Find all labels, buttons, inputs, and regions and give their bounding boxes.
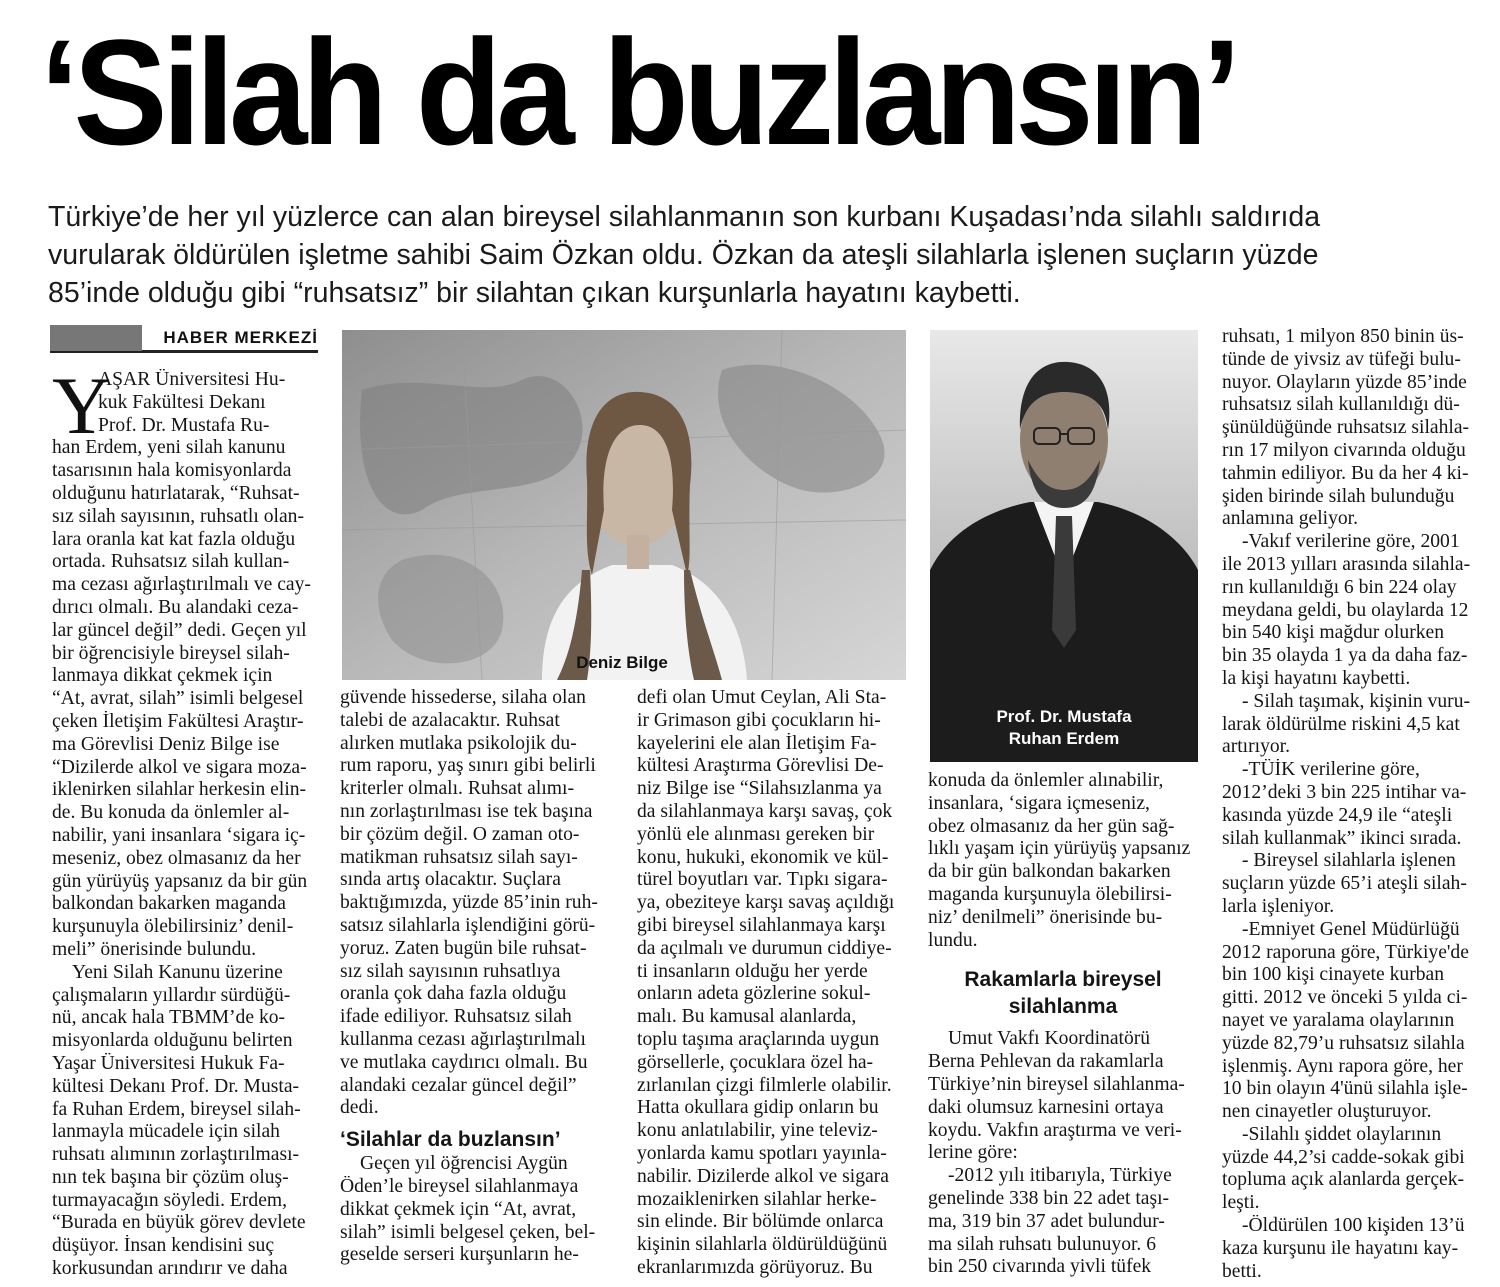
article-text-line: anlamına geliyor. — [1222, 508, 1359, 530]
article-text-line: betti. — [1222, 1260, 1262, 1282]
article-text-line: meseniz, obez olmasanız da her — [52, 847, 301, 869]
article-text-line: tahmin ediliyor. Bu da her 4 ki- — [1222, 462, 1469, 484]
article-text-line: ruhsatı, 1 milyon 850 binin üs- — [1222, 326, 1464, 347]
article-text-line: ir Grimason gibi çocukların hi- — [637, 709, 881, 731]
article-text-line: tasarısının hala komisyonlarda — [52, 460, 292, 482]
article-text-line: yonlarda kamu spotları yayınla- — [637, 1142, 887, 1164]
subheading: silahlanma — [1008, 995, 1118, 1019]
article-text-line: türel boyutları var. Tıpkı sigara- — [637, 869, 888, 891]
article-text-line: ruhsatı alımının zorlaştırılması- — [52, 1144, 300, 1166]
article-text-line: insanlara, ‘sigara içmeseniz, — [928, 792, 1150, 814]
article-text-line: baktığımızda, yüzde 85’inin ruh- — [340, 892, 598, 914]
article-text-line: sız silah sayısının, ruhsatlı olan- — [52, 505, 304, 527]
article-text-line: Yeni Silah Kanunu üzerine — [72, 961, 283, 983]
article-text-line: kriterler olmalı. Ruhsat alımı- — [340, 778, 574, 800]
article-text-line: artırıyor. — [1222, 736, 1291, 758]
article-text-line: koydu. Vakfın araştırma ve veri- — [928, 1119, 1182, 1141]
article-text-line: malı. Bu kamusal alanlarda, — [637, 1006, 857, 1028]
article-text-line: rın 17 milyon civarında olduğu — [1222, 439, 1466, 461]
portrait-image — [930, 330, 1198, 762]
article-text-line: Türkiye’nin bireysel silahlanma- — [928, 1073, 1185, 1095]
article-text-line: “At, avrat, silah” isimli belgesel — [52, 688, 304, 710]
article-text-line: nın tek başına bir çözüm oluş- — [52, 1166, 289, 1188]
article-text-line: zırlanılan çizgi filmlerle olabilir. — [637, 1074, 892, 1096]
article-text-line: görsellerle, çocuklara özel ha- — [637, 1051, 874, 1073]
byline-text: HABER MERKEZİ — [163, 327, 318, 347]
article-text-line: da bir gün balkondan bakarken — [928, 861, 1171, 883]
article-text-line: Prof. Dr. Mustafa Ru- — [98, 414, 270, 436]
article-text-line: çalışmaların yıllardır sürdüğü- — [52, 984, 291, 1006]
article-text-line: gitti. 2012 ve önceki 5 yılda ci- — [1222, 987, 1468, 1009]
article-text-line: ekranlarımızda görüyoruz. Bu — [637, 1256, 873, 1278]
article-text-line: larla işleniyor. — [1222, 895, 1335, 917]
article-text-line: Yaşar Üniversitesi Hukuk Fa- — [52, 1052, 285, 1074]
article-column-3 — [637, 687, 907, 1280]
article-text-line: matikman ruhsatsız silah sayı- — [340, 846, 578, 868]
article-column-4 — [928, 770, 1198, 1279]
article-text-line: bir öğrencisiyle bireysel silah- — [52, 642, 290, 664]
article-text-line: alandaki cezalar güncel değil” — [340, 1074, 577, 1096]
article-text-line: ortada. Ruhsatsız silah kullan- — [52, 551, 290, 573]
caption-line: Prof. Dr. Mustafa — [996, 707, 1132, 726]
article-text-line: -Vakıf verilerine göre, 2001 — [1242, 531, 1460, 553]
article-text-line: “Burada en büyük görev devlete — [52, 1212, 306, 1234]
article-text-line: şiden birinde silah bulunduğu — [1222, 485, 1455, 507]
article-text-line: lar güncel değil” dedi. Geçen yıl — [52, 619, 307, 641]
article-text-line: fa Ruhan Erdem, bireysel silah- — [52, 1098, 301, 1120]
subheading: ‘Silahlar da buzlansın’ — [340, 1128, 561, 1152]
article-text-line: kültesi Araştırma Görevlisi De- — [637, 755, 884, 777]
article-text-line: yönlü ele alınması gereken bir — [637, 823, 875, 845]
article-text-line: -Öldürülen 100 kişiden 13’ü — [1242, 1215, 1465, 1237]
article-text-line: dırıcı olmalı. Bu alandaki ceza- — [52, 596, 299, 618]
article-text-line: yüzde 44,2’si cadde-sokak gibi — [1222, 1146, 1465, 1168]
article-text-line: alırken mutlaka psikolojik du- — [340, 732, 577, 754]
article-text-line: ma Görevlisi Deniz Bilge ise — [52, 733, 280, 755]
article-text-line: şünüldüğünde ruhsatsız silahla- — [1222, 417, 1470, 439]
article-text-line: ve mutlaka caydırıcı olmalı. Bu — [340, 1051, 588, 1073]
article-text-line: tünde de yivsiz av tüfeği bulu- — [1222, 348, 1461, 370]
article-text-line: balkondan bakarken maganda — [52, 893, 286, 915]
article-text-line: silah kullanmak” ikinci sırada. — [1222, 827, 1462, 849]
article-text-line: kullanma cezası ağırlaştırılmalı — [340, 1028, 586, 1050]
lead-paragraph — [48, 198, 1488, 312]
article-text-line: maganda kurşunuyla ölebilirsi- — [928, 883, 1172, 905]
article-text-line: - Bireysel silahlarla işlenen — [1242, 850, 1456, 872]
article-text-line: kişinin silahlarla öldürüldüğünü — [637, 1234, 888, 1256]
article-text-line: ti insanların olduğu her yerde — [637, 960, 868, 982]
article-text-line: lundu. — [928, 929, 978, 951]
article-text-line: la kişi hayatını kaybetti. — [1222, 667, 1411, 689]
photo-caption: Deniz Bilge — [576, 653, 668, 672]
article-text-line: lanmayla mücadele için silah — [52, 1121, 280, 1143]
article-text-line: da açılmalı ve durumun ciddiye- — [637, 937, 892, 959]
article-column-1 — [52, 360, 322, 1281]
article-text-line: kurşunuyla ölebilirsiniz’ denil- — [52, 916, 294, 938]
article-text-line: niz Bilge ise “Silahsızlanma ya — [637, 778, 882, 800]
article-text-line: çeken İletişim Fakültesi Araştır- — [52, 710, 304, 732]
article-text-line: -2012 yılı itibarıyla, Türkiye — [948, 1165, 1172, 1187]
article-text-line: ruhsatsız silah kullanıldığı dü- — [1222, 394, 1460, 416]
photo-mustafa-ruhan-erdem — [930, 330, 1198, 762]
article-text-line: larak öldürülme riskini 4,5 kat — [1222, 713, 1460, 735]
article-text-line: AŞAR Üniversitesi Hu- — [98, 369, 286, 390]
article-text-line: lerine göre: — [928, 1142, 1018, 1164]
article-text-line: bin 35 olayda 1 ya da daha faz- — [1222, 645, 1468, 667]
article-text-line: nabilir. Dizilerde alkol ve sigara — [637, 1165, 889, 1187]
byline — [50, 325, 318, 353]
article-text-line: oranla çok daha fazla olduğu — [340, 983, 567, 1005]
article-text-line: nayet ve yaralama olaylarının — [1222, 1009, 1455, 1031]
lead-line: vurularak öldürülen işletme sahibi Saim Özkan oldu. Özkan da ateşli silahlarla işlenen suçların yüzde — [48, 239, 1319, 271]
lead-line: Türkiye’de her yıl yüzlerce can alan bireysel silahlanmanın son kurbanı Kuşadası’nda silahlı saldırıda — [48, 201, 1321, 233]
article-text-line: dedi. — [340, 1097, 379, 1119]
article-text-line: nuyor. Olayların yüzde 85’inde — [1222, 371, 1467, 393]
photo-caption — [930, 706, 1198, 750]
lead-line: 85’inde olduğu gibi “ruhsatsız” bir silahtan çıkan kurşunlarla hayatını kaybetti. — [48, 277, 1021, 309]
article-text-line: yüzde 82,79’u ruhsatsız silahla — [1222, 1032, 1465, 1054]
article-text-line: - Silah taşımak, kişinin vuru- — [1242, 690, 1471, 712]
article-text-line: -TÜİK verilerine göre, — [1242, 759, 1420, 781]
article-text-line: kaza kurşunu ile hayatını kay- — [1222, 1237, 1459, 1259]
article-text-line: korkusundan arındırır ve daha — [52, 1258, 288, 1280]
article-text-line: sin elinde. Bir bölümde onlarca — [637, 1211, 884, 1233]
article-text-line: lanmaya dikkat çekmek için — [52, 665, 273, 687]
article-text-line: mozaiklenirken silahlar herke- — [637, 1188, 877, 1210]
article-text-line: ifade ediliyor. Ruhsatsız silah — [340, 1006, 572, 1028]
caption-line: Ruhan Erdem — [1008, 729, 1120, 748]
article-text-line: suçların yüzde 65’i ateşli silah- — [1222, 873, 1467, 895]
article-text-line: meli” önerisinde bulundu. — [52, 938, 257, 960]
article-text-line: düşüyor. İnsan kendisini suç — [52, 1235, 275, 1257]
article-text-line: lara oranla kat kat fazla olduğu — [52, 528, 296, 550]
article-text-line: misyonlarda olduğunu belirten — [52, 1030, 293, 1052]
article-text-line: Öden’le bireysel silahlanmaya — [340, 1175, 579, 1197]
world-map-portrait-image — [342, 330, 906, 680]
article-text-line: leşti. — [1222, 1192, 1260, 1214]
article-text-line: nabilir, yani insanlara ‘sigara iç- — [52, 824, 306, 846]
article-text-line: -Emniyet Genel Müdürlüğü — [1242, 918, 1460, 940]
article-text-line: Umut Vakfı Koordinatörü — [948, 1028, 1151, 1050]
article-text-line: genelinde 338 bin 22 adet taşı- — [928, 1187, 1170, 1209]
article-text-line: turmayacağın söyledi. Erdem, — [52, 1189, 288, 1211]
article-text-line: gün yürüyüş yapsanız da bir gün — [52, 870, 308, 892]
article-text-line: bin 100 kişi cinayete kurban — [1222, 964, 1445, 986]
article-text-line: silah” isimli belgesel çeken, bel- — [340, 1221, 596, 1243]
article-text-line: lıklı yaşam için yürüyüş yapsanız — [928, 838, 1191, 860]
article-text-line: da silahlanmaya karşı savaş, çok — [637, 800, 893, 822]
article-text-line: defi olan Umut Ceylan, Ali Sta- — [637, 687, 887, 708]
article-text-line: kültesi Dekanı Prof. Dr. Musta- — [52, 1075, 300, 1097]
article-text-line: 2012 raporuna göre, Türkiye'de — [1222, 941, 1469, 963]
article-text-line: bir çözüm değil. O zaman oto- — [340, 823, 580, 845]
article-text-line: niz’ denilmeli” önerisinde bu- — [928, 906, 1163, 928]
article-text-line: talebi de azalacaktır. Ruhsat — [340, 709, 560, 731]
article-text-line: -Silahlı şiddet olaylarının — [1242, 1123, 1442, 1145]
article-text-line: ile 2013 yılları arasında silahla- — [1222, 553, 1471, 575]
article-text-line: topluma açık alanlarda gerçek- — [1222, 1169, 1465, 1191]
photo-deniz-bilge — [342, 330, 906, 680]
article-text-line: ma cezası ağırlaştırılmalı ve cay- — [52, 574, 311, 596]
article-text-line: Geçen yıl öğrencisi Aygün — [360, 1153, 568, 1175]
article-text-line: konuda da önlemler alınabilir, — [928, 770, 1164, 791]
article-column-2 — [340, 687, 610, 1267]
article-text-line: kayelerini ele alan İletişim Fa- — [637, 732, 877, 754]
article-text-line: toplu taşıma araçlarında uygun — [637, 1028, 880, 1050]
article-text-line: 2012’deki 3 bin 225 intihar va- — [1222, 781, 1467, 803]
article-text-line: de. Bu konuda da önlemler al- — [52, 802, 290, 824]
article-text-line: kuk Fakültesi Dekanı — [98, 391, 266, 413]
article-text-line: konu anlatılabilir, yine televiz- — [637, 1120, 878, 1142]
article-text-line: nın zorlaştırılması ise tek başına — [340, 800, 593, 822]
article-text-line: rum raporu, yaş sınırı gibi belirli — [340, 755, 596, 777]
article-text-line: Hatta okullara gidip onların bu — [637, 1097, 879, 1119]
article-text-line: işlenmiş. Aynı rapora göre, her — [1222, 1055, 1463, 1077]
article-text-line: nü, ancak hala TBMM’de ko- — [52, 1007, 286, 1029]
article-text-line: iklenirken silahlar herkesin elin- — [52, 779, 307, 801]
article-text-line: olduğunu hatırlatarak, “Ruhsat- — [52, 482, 300, 504]
article-text-line: ma silah ruhsatı bulunuyor. 6 — [928, 1233, 1157, 1255]
article-text-line: Berna Pehlevan da rakamlarla — [928, 1051, 1164, 1073]
article-text-line: rın kullanıldığı 6 bin 224 olay — [1222, 576, 1457, 598]
article-text-line: “Dizilerde alkol ve sigara moza- — [52, 756, 307, 778]
article-text-line: bin 540 kişi mağdur olurken — [1222, 622, 1445, 644]
article-text-line: onların adeta gözlerine sokul- — [637, 983, 871, 1005]
article-text-line: han Erdem, yeni silah kanunu — [52, 437, 286, 459]
article-text-line: meydana geldi, bu olaylarda 12 — [1222, 599, 1469, 621]
article-text-line: kasında yüzde 24,9 ile “ateşli — [1222, 804, 1453, 826]
article-text-line: satsız silahlarla işlendiğini görü- — [340, 914, 596, 936]
article-text-line: 10 bin olayın 4'ünü silahla işle- — [1222, 1078, 1468, 1100]
article-text-line: konu, hukuki, ekonomik ve kül- — [637, 846, 889, 868]
article-text-line: dikkat çekmek için “At, avrat, — [340, 1198, 577, 1220]
article-text-line: sız silah sayısının ruhsatlıya — [340, 960, 561, 982]
article-text-line: yoruz. Zaten bugün bile ruhsat- — [340, 937, 587, 959]
article-text-line: ma, 319 bin 37 adet bulundur- — [928, 1210, 1165, 1232]
article-text-line: sında artış olacaktır. Suçlara — [340, 869, 561, 891]
article-text-line: obez olmasanız da her gün sağ- — [928, 815, 1175, 837]
article-text-line: güvende hissederse, silaha olan — [340, 687, 586, 708]
dropcap: Y — [52, 360, 112, 451]
article-text-line: ya, obeziteye karşı savaş açıldığı — [637, 892, 895, 914]
article-text-line: nen cinayetler oluşturuyor. — [1222, 1101, 1432, 1123]
subheading: Rakamlarla bireysel — [964, 968, 1162, 992]
article-text-line: bin 250 civarında yivli tüfek — [928, 1256, 1152, 1278]
article-text-line: geselde serseri kurşunların he- — [340, 1244, 579, 1266]
article-column-5 — [1222, 326, 1492, 1283]
subheading-block — [928, 966, 1198, 1020]
byline-bar — [50, 325, 142, 351]
article-text-line: daki olumsuz karnesini ortaya — [928, 1096, 1164, 1118]
article-text-line: gibi bireysel silahlanmaya karşı — [637, 914, 886, 936]
headline: ‘Silah da buzlansın’ — [40, 8, 1236, 176]
